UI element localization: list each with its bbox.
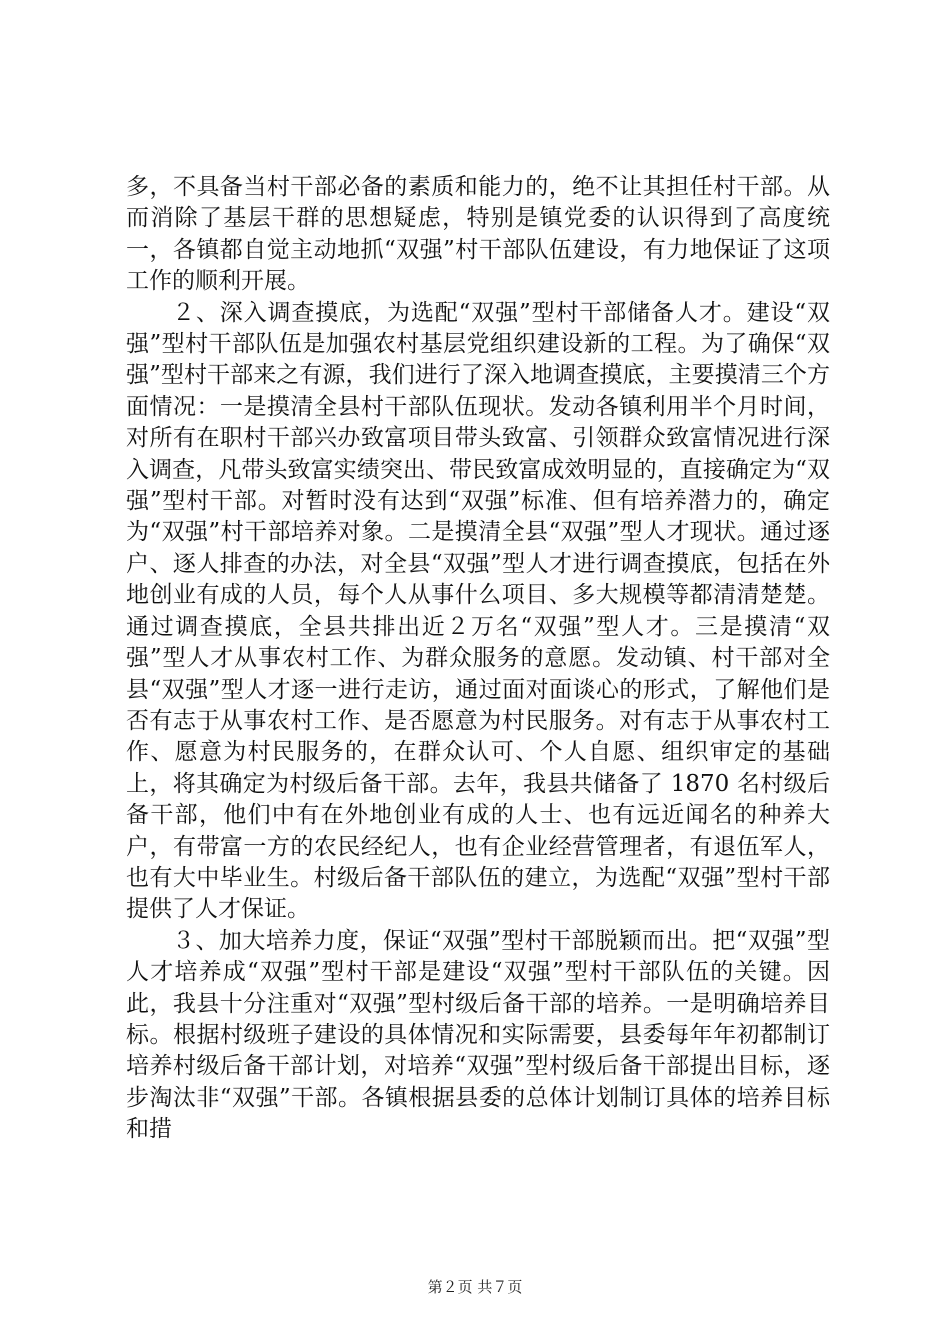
page-number-footer: 第２页 共７页 [427, 1278, 523, 1296]
paragraph-continuation: 多，不具备当村干部必备的素质和能力的，绝不让其担任村干部。从而消除了基层干群的思想疑虑，特别是镇党委的认识得到了高度统一，各镇都自觉主动地抓“双强”村干部队伍建设，有力地保证了这项工作的顺利开展。 [126, 174, 830, 295]
document-body [126, 172, 830, 1146]
paragraph-item-2: ２、深入调查摸底，为选配“双强”型村干部储备人才。建设“双强”型村干部队伍是加强农村基层党组织建设新的工程。为了确保“双强”型村干部来之有源，我们进行了深入地调查摸底，主要摸清三个方面情况：一是摸清全县村干部队伍现状。发动各镇利用半个月时间，对所有在职村干部兴办致富项目带头致富、引领群众致富情况进行深入调查，凡带头致富实绩突出、带民致富成效明显的，直接确定为“双强”型村干部。对暂时没有达到“双强”标准、但有培养潜力的，确定为“双强”村干部培养对象。二是摸清全县“双强”型人才现状。通过逐户、逐人排查的办法，对全县“双强”型人才进行调查摸底，包括在外地创业有成的人员，每个人从事什么项目、多大规模等都清清楚楚。通过调查摸底，全县共排出近２万名“双强”型人才。三是摸清“双强”型人才从事农村工作、为群众服务的意愿。发动镇、村干部对全县“双强”型人才逐一进行走访，通过面对面谈心的形式，了解他们是否有志于从事农村工作、是否愿意为村民服务。对有志于从事农村工作、愿意为村民服务的，在群众认可、个人自愿、组织审定的基础上，将其确定为村级后备干部。去年，我县共储备了 1870 名村级后备干部，他们中有在外地创业有成的人士、也有远近闻名的种养大户，有带富一方的农民经纪人，也有企业经营管理者，有退伍军人，也有大中毕业生。村级后备干部队伍的建立，为选配“双强”型村干部提供了人才保证。 [126, 299, 830, 923]
paragraph-item-3: ３、加大培养力度，保证“双强”型村干部脱颖而出。把“双强”型人才培养成“双强”型村干部是建设“双强”型村干部队伍的关键。因此，我县十分注重对“双强”型村级后备干部的培养。一是明确培养目标。根据村级班子建设的具体情况和实际需要，县委每年年初都制订培养村级后备干部计划，对培养“双强”型村级后备干部提出目标，逐步淘汰非“双强”干部。各镇根据县委的总体计划制订具体的培养目标和措 [126, 927, 830, 1143]
